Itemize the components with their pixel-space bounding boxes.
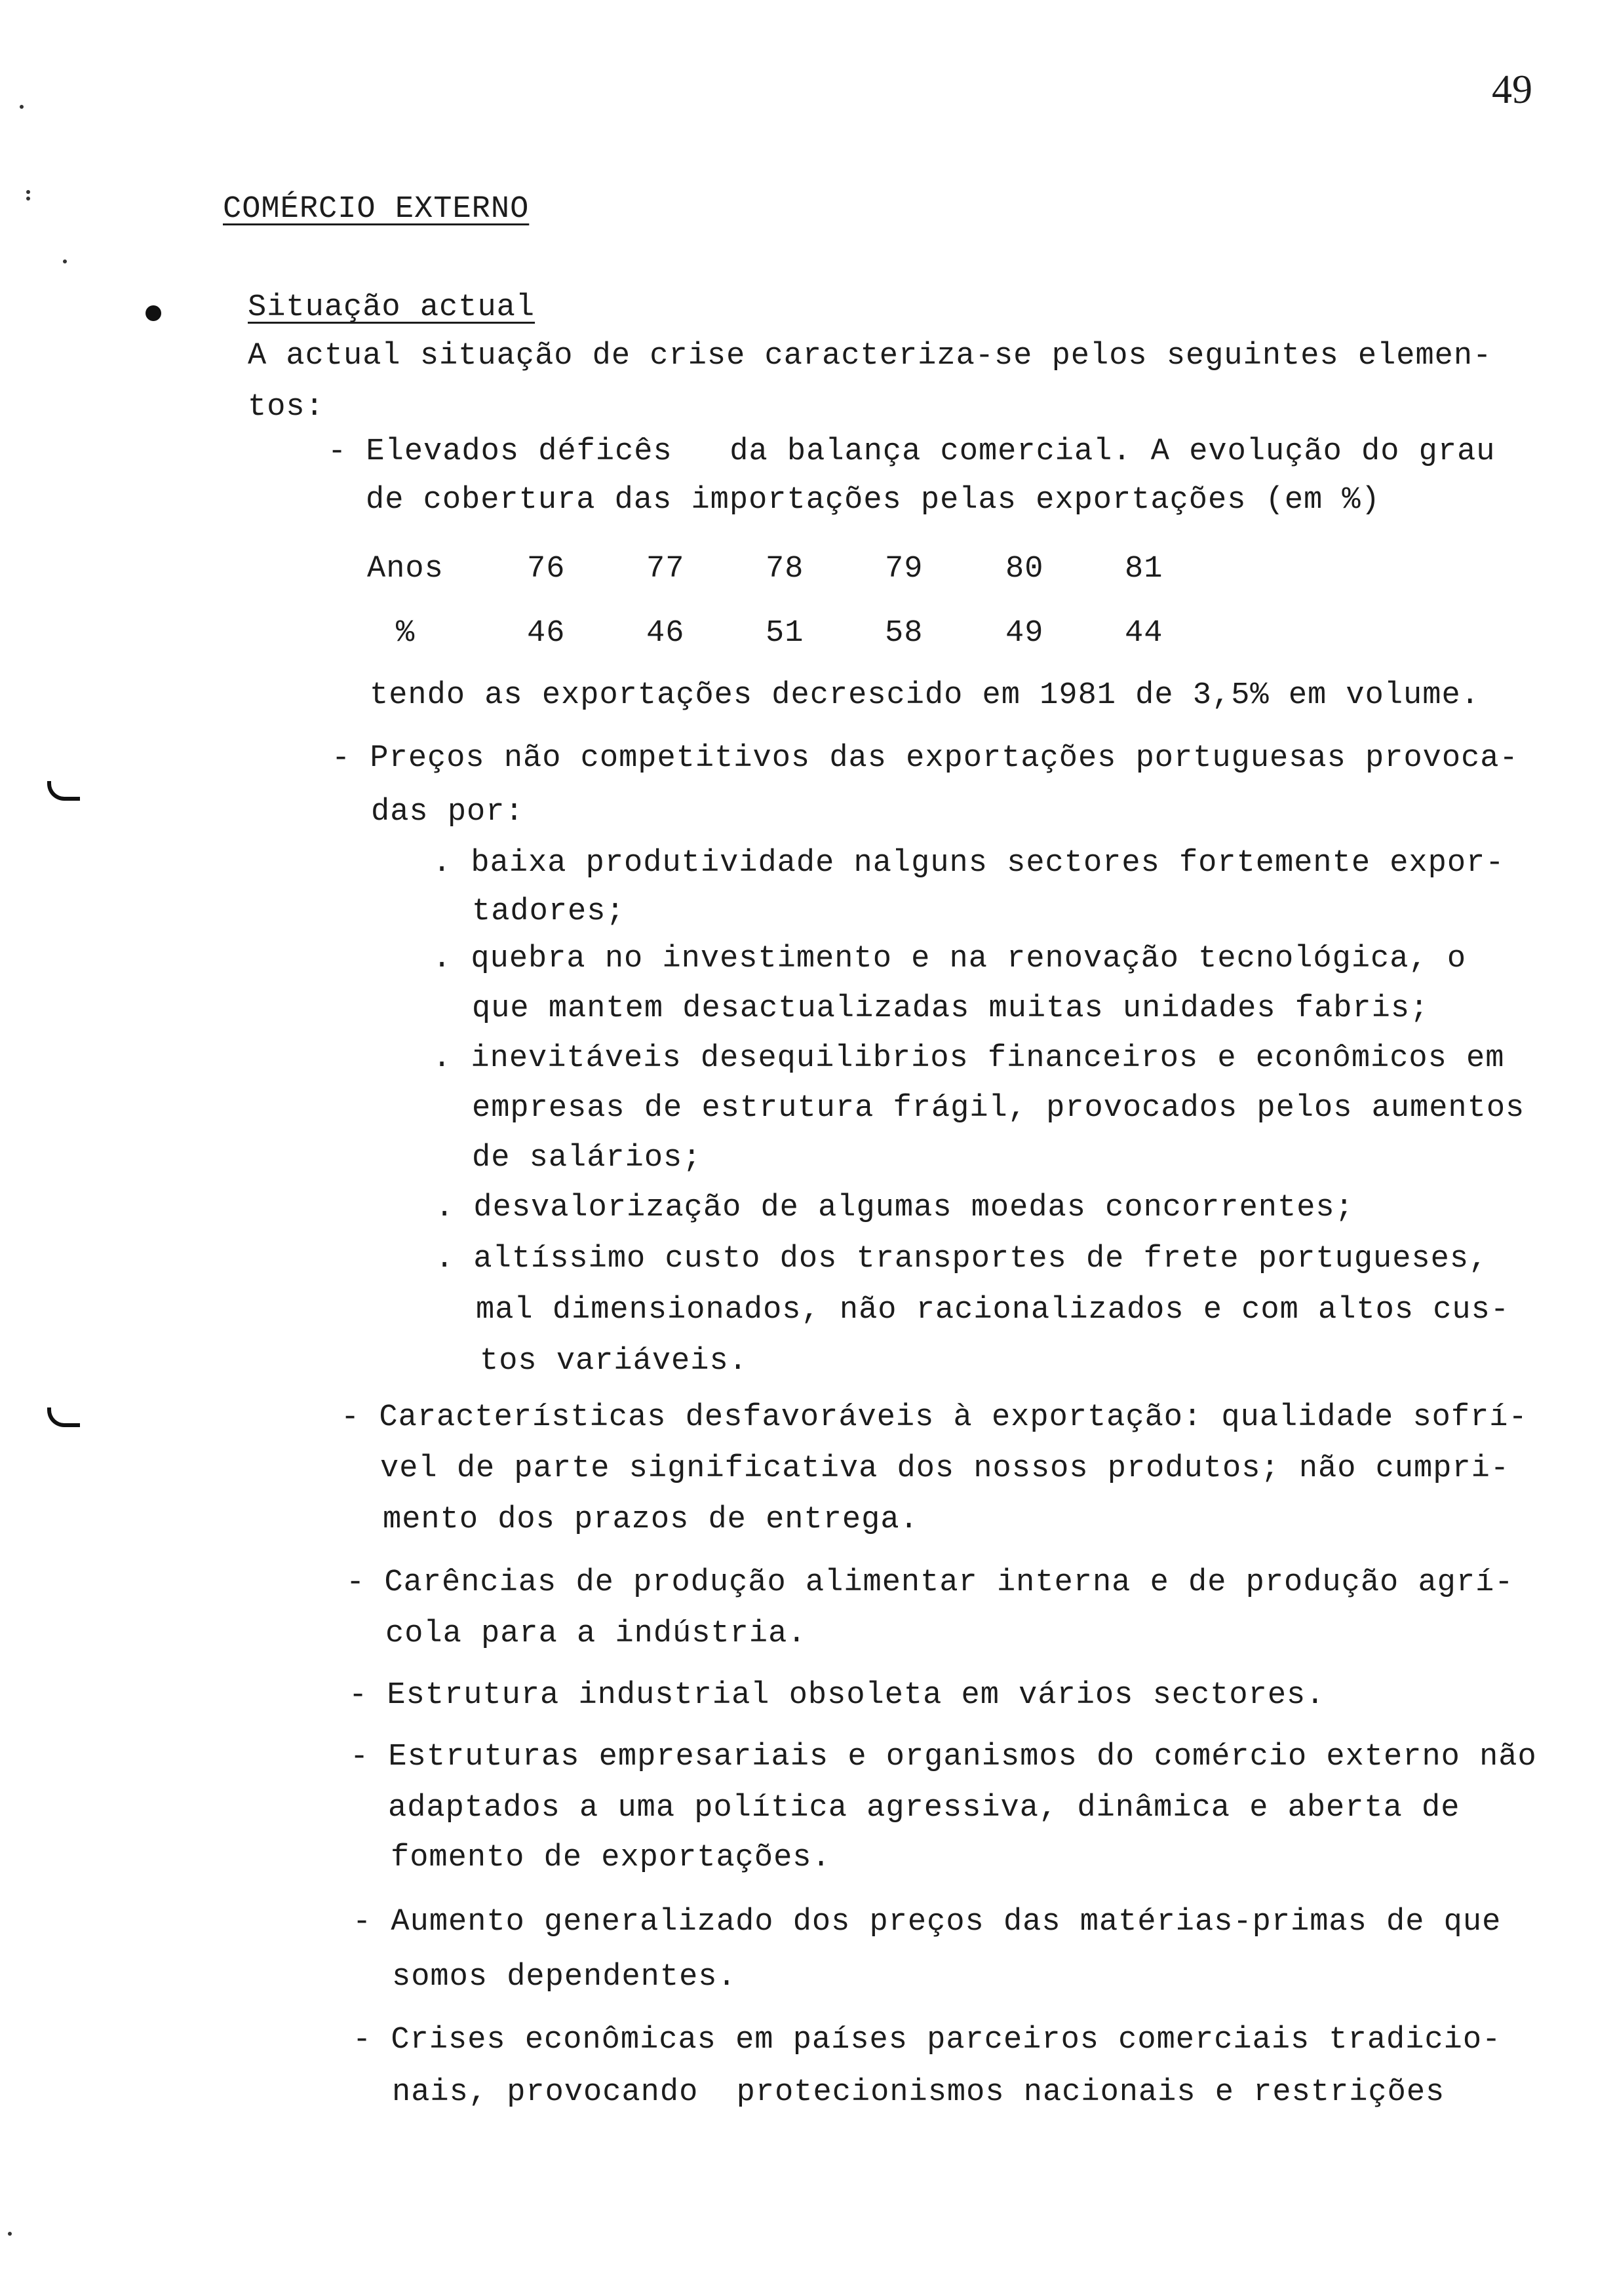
margin-check-mark-icon xyxy=(47,781,80,801)
item-6-line-3: fomento de exportações. xyxy=(391,1841,831,1875)
table-label-years: Anos xyxy=(367,552,444,586)
intro-line-2: tos: xyxy=(248,390,324,425)
table-cell: 81 xyxy=(1125,552,1163,586)
sub-item-line: . altíssimo custo dos transportes de frete portugueses, xyxy=(435,1242,1489,1276)
sub-item-line: tos variáveis. xyxy=(480,1344,748,1379)
item-3-line-3: mento dos prazos de entrega. xyxy=(383,1502,919,1537)
sub-item-line: . baixa produtividade nalguns sectores fortemente expor- xyxy=(433,846,1505,881)
table-cell: 46 xyxy=(527,616,566,651)
table-cell: 79 xyxy=(885,552,924,586)
item-8-line-2: nais, provocando protecionismos nacionais e restrições xyxy=(392,2075,1445,2110)
item-5-line-1: - Estrutura industrial obsoleta em vários sectores. xyxy=(349,1678,1325,1713)
item-2-line-1: - Preços não competitivos das exportações portuguesas provoca- xyxy=(332,741,1519,776)
table-cell: 46 xyxy=(646,616,685,651)
item-8-line-1: - Crises econômicas em países parceiros comerciais tradicio- xyxy=(353,2023,1502,2057)
table-cell: 51 xyxy=(766,616,804,651)
item-6-line-2: adaptados a uma política agressiva, dinâmica e aberta de xyxy=(388,1791,1460,1826)
sub-item-line: que mantem desactualizadas muitas unidades fabris; xyxy=(472,991,1430,1026)
item-4-line-1: - Carências de produção alimentar interna e de produção agrí- xyxy=(346,1565,1514,1600)
sub-item-line: . quebra no investimento e na renovação tecnológica, o xyxy=(433,942,1467,976)
item-3-line-1: - Características desfavoráveis à exportação: qualidade sofrí- xyxy=(341,1400,1528,1435)
item-4-line-2: cola para a indústria. xyxy=(385,1617,807,1651)
sub-item-line: de salários; xyxy=(472,1141,702,1176)
item-1-line-2: de cobertura das importações pelas exportações (em %) xyxy=(366,483,1380,518)
table-cell: 58 xyxy=(885,616,924,651)
sub-item-line: mal dimensionados, não racionalizados e com altos cus- xyxy=(476,1293,1510,1328)
sub-item-line: empresas de estrutura frágil, provocados pelos aumentos xyxy=(472,1091,1525,1126)
table-cell: 77 xyxy=(646,552,685,586)
bullet-icon xyxy=(146,305,161,321)
scan-speck xyxy=(20,105,24,109)
table-note: tendo as exportações decrescido em 1981 de 3,5% em volume. xyxy=(370,678,1480,713)
table-label-percent: % xyxy=(396,616,416,651)
sub-item-line: tadores; xyxy=(472,894,625,929)
item-2-line-2: das por: xyxy=(371,795,524,830)
table-cell: 49 xyxy=(1005,616,1044,651)
page-number: 49 xyxy=(1492,67,1532,112)
item-7-line-2: somos dependentes. xyxy=(392,1960,737,1995)
table-cell: 76 xyxy=(527,552,566,586)
intro-line-1: A actual situação de crise caracteriza-se pelos seguintes elemen- xyxy=(248,339,1492,373)
scan-speck xyxy=(63,259,67,263)
sub-item-line: . inevitáveis desequilibrios financeiros e econômicos em xyxy=(433,1041,1505,1076)
coverage-table-years-row xyxy=(367,552,1219,588)
scan-speck xyxy=(26,190,30,194)
scan-speck xyxy=(8,2232,12,2236)
table-cell: 78 xyxy=(766,552,804,586)
section-heading: COMÉRCIO EXTERNO xyxy=(223,192,530,227)
item-6-line-1: - Estruturas empresariais e organismos do comércio externo não xyxy=(350,1740,1537,1774)
sub-item-line: . desvalorização de algumas moedas concorrentes; xyxy=(435,1191,1354,1225)
item-1-line-1: - Elevados déficês da balança comercial. A evolução do grau xyxy=(328,434,1496,469)
scan-speck xyxy=(26,197,30,201)
margin-check-mark-icon xyxy=(47,1407,80,1427)
item-3-line-2: vel de parte significativa dos nossos produtos; não cumpri- xyxy=(380,1451,1510,1486)
subsection-heading: Situação actual xyxy=(248,290,535,325)
coverage-table-percent-row xyxy=(367,616,1219,653)
table-cell: 44 xyxy=(1125,616,1163,651)
table-cell: 80 xyxy=(1005,552,1044,586)
item-7-line-1: - Aumento generalizado dos preços das matérias-primas de que xyxy=(353,1905,1502,1940)
